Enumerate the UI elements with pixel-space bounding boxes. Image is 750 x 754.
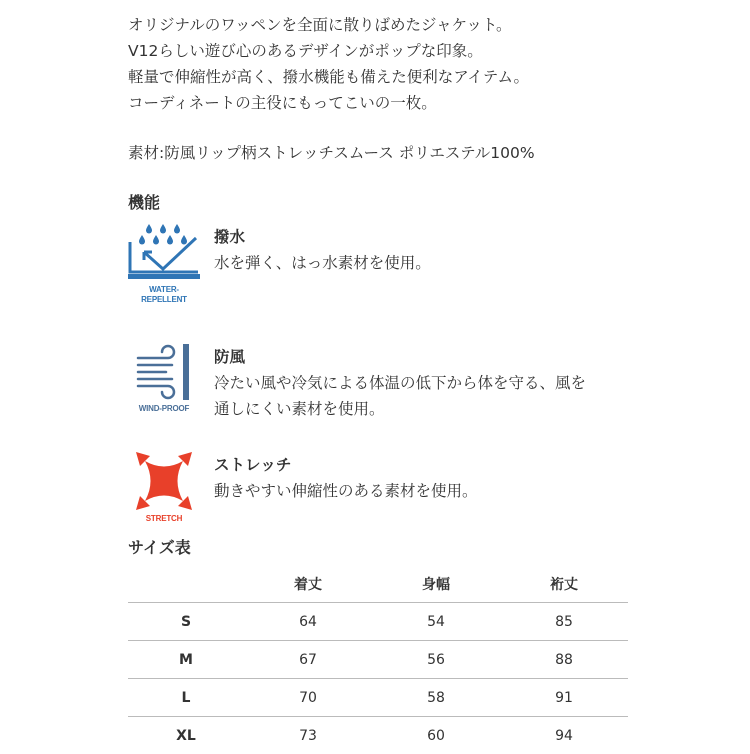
value-cell: 56: [372, 641, 500, 679]
value-cell: 91: [500, 679, 628, 717]
wind-proof-icon: [128, 344, 200, 414]
value-cell: 94: [500, 717, 628, 754]
table-row: [128, 603, 628, 641]
stretch-icon: [128, 452, 200, 524]
product-description: [128, 12, 529, 116]
value-cell: 73: [244, 717, 372, 754]
description-line: 軽量で伸縮性が高く、撥水機能も備えた便利なアイテム。: [128, 64, 529, 90]
description-line: コーディネートの主役にもってこいの一枚。: [128, 90, 529, 116]
description-line: オリジナルのワッペンを全面に散りばめたジャケット。: [128, 12, 529, 38]
value-cell: 67: [244, 641, 372, 679]
description-line: V12らしい遊び心のあるデザインがポップな印象。: [128, 38, 529, 64]
header-cell: [128, 566, 244, 603]
table-header-row: [128, 566, 628, 603]
feature-title: ストレッチ: [214, 452, 478, 478]
feature-title: 撥水: [214, 224, 431, 250]
header-cell: 身幅: [372, 566, 500, 603]
feature-description: 水を弾く、はっ水素材を使用。: [214, 250, 431, 276]
size-cell: L: [128, 679, 244, 717]
feature-description: 動きやすい伸縮性のある素材を使用。: [214, 478, 478, 504]
size-cell: S: [128, 603, 244, 641]
value-cell: 70: [244, 679, 372, 717]
value-cell: 54: [372, 603, 500, 641]
size-table-heading: サイズ表: [128, 535, 191, 558]
value-cell: 64: [244, 603, 372, 641]
value-cell: 60: [372, 717, 500, 754]
value-cell: 88: [500, 641, 628, 679]
value-cell: 58: [372, 679, 500, 717]
size-cell: M: [128, 641, 244, 679]
feature-title: 防風: [214, 344, 586, 370]
table-row: [128, 641, 628, 679]
icon-label: REPELLENT: [128, 295, 200, 305]
header-cell: 着丈: [244, 566, 372, 603]
size-table: [128, 566, 628, 754]
feature-description: 通しにくい素材を使用。: [214, 396, 586, 422]
icon-label: STRETCH: [128, 514, 200, 524]
header-cell: 裄丈: [500, 566, 628, 603]
icon-label: WATER-: [128, 285, 200, 295]
feature-description: 冷たい風や冷気による体温の低下から体を守る、風を: [214, 370, 586, 396]
material-text: 素材:防風リップ柄ストレッチスムース ポリエステル100%: [128, 140, 535, 166]
icon-label: WIND-PROOF: [128, 404, 200, 414]
water-repellent-icon: [128, 224, 200, 305]
size-cell: XL: [128, 717, 244, 754]
value-cell: 85: [500, 603, 628, 641]
features-heading: 機能: [128, 190, 160, 213]
table-row: [128, 717, 628, 754]
table-row: [128, 679, 628, 717]
